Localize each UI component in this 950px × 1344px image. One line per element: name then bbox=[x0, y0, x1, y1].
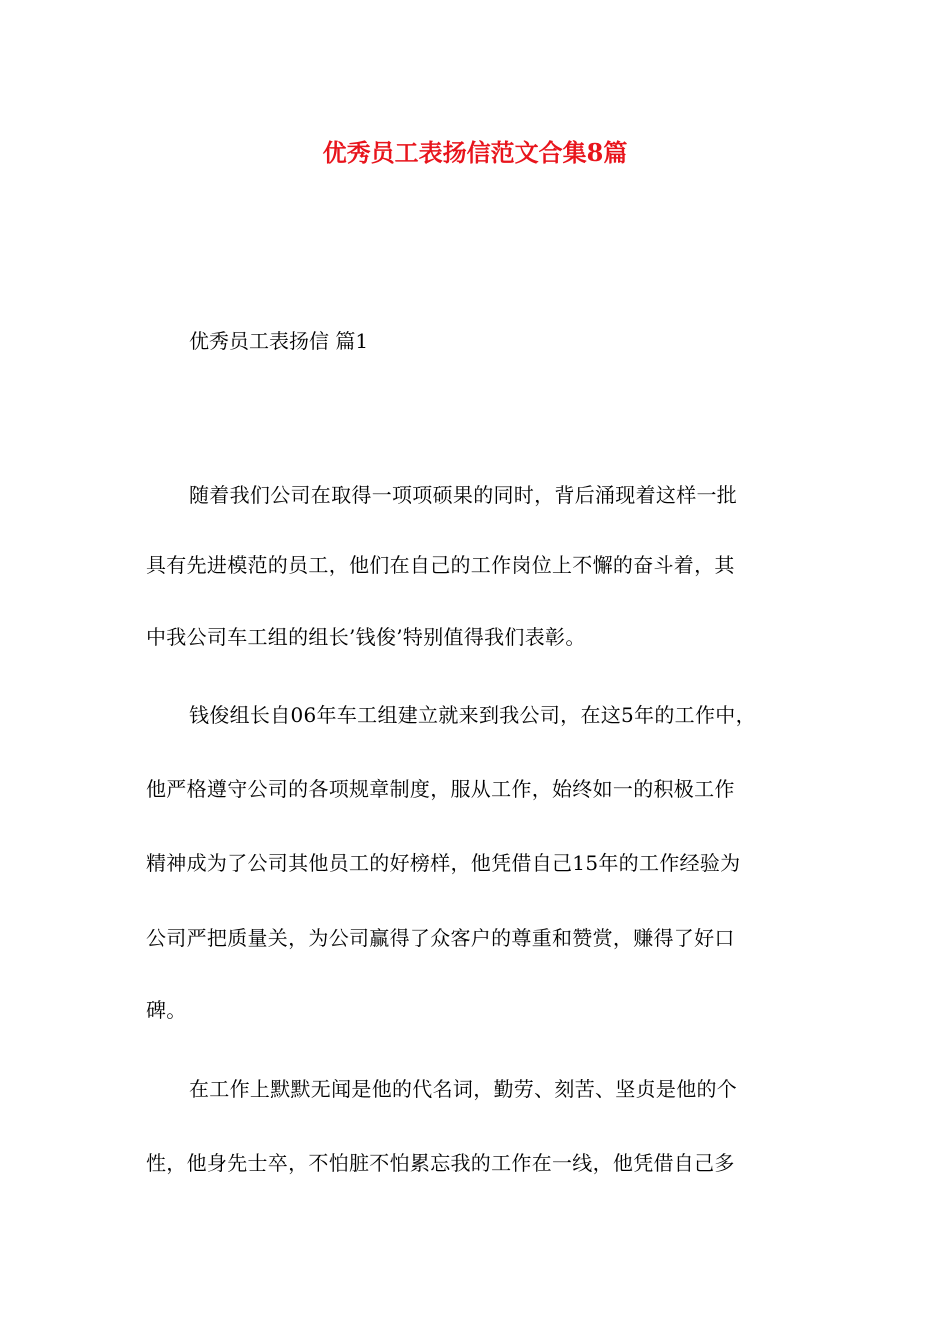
paragraph-line: 性，他身先士卒，不怕脏不怕累忘我的工作在一线，他凭借自己多 bbox=[146, 1151, 735, 1175]
paragraph-line: 精神成为了公司其他员工的好榜样，他凭借自己15年的工作经验为 bbox=[146, 851, 741, 875]
paragraph-line: 碑。 bbox=[146, 998, 187, 1022]
paragraph-line: 公司严把质量关，为公司赢得了众客户的尊重和赞赏，赚得了好口 bbox=[146, 926, 735, 950]
paragraph-line: 他严格遵守公司的各项规章制度，服从工作，始终如一的积极工作 bbox=[146, 777, 735, 801]
paragraph-line: 具有先进模范的员工，他们在自己的工作岗位上不懈的奋斗着，其 bbox=[146, 553, 735, 577]
paragraph-line: 随着我们公司在取得一项项硕果的同时，背后涌现着这样一批 bbox=[189, 483, 738, 507]
paragraph-line: 钱俊组长自06年车工组建立就来到我公司，在这5年的工作中， bbox=[189, 703, 756, 727]
paragraph-line: 中我公司车工组的组长’钱俊’特别值得我们表彰。 bbox=[146, 625, 586, 649]
section-heading: 优秀员工表扬信 篇1 bbox=[189, 329, 369, 353]
document-title: 优秀员工表扬信范文合集8篇 bbox=[322, 138, 628, 167]
paragraph-line: 在工作上默默无闻是他的代名词，勤劳、刻苦、坚贞是他的个 bbox=[189, 1077, 738, 1101]
